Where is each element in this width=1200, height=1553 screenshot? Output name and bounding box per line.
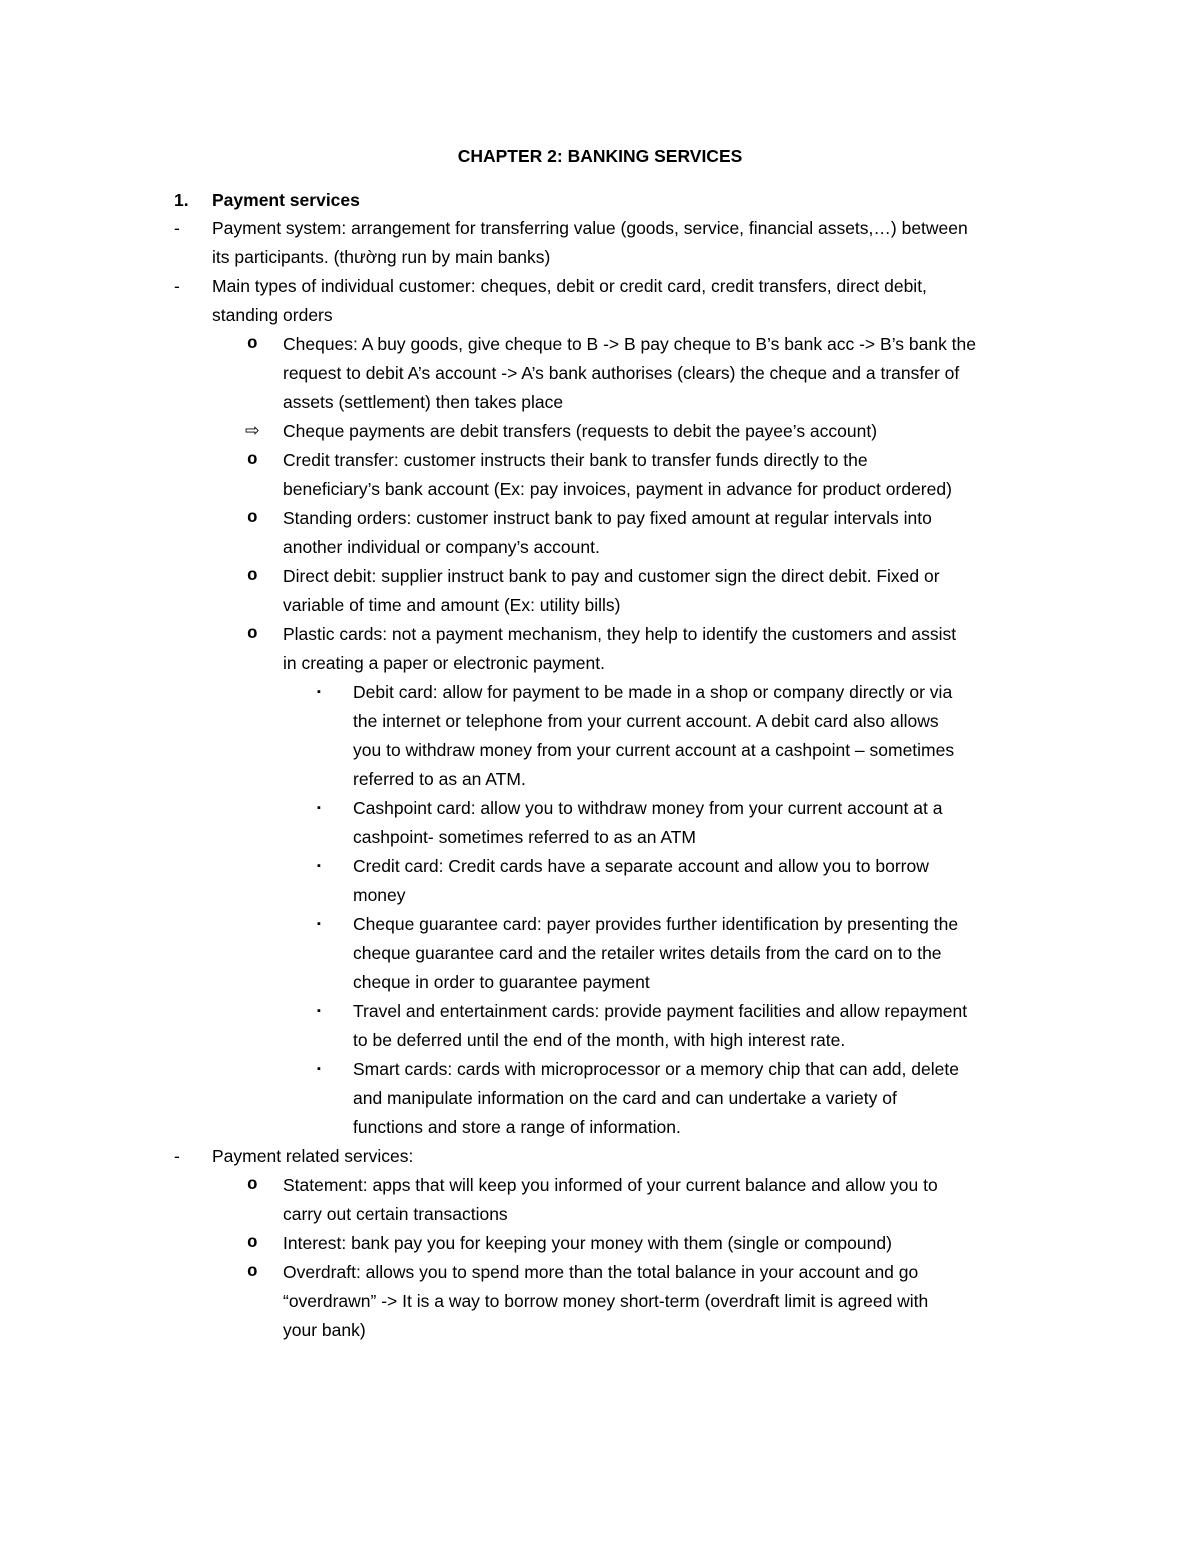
section-title: Payment services xyxy=(212,190,360,210)
bullet-marker: - xyxy=(174,276,180,296)
item-text-line: “overdrawn” -> It is a way to borrow money short-term (overdraft limit is agreed with xyxy=(283,1291,929,1311)
bullet-marker: ▪ xyxy=(317,918,321,930)
item-text-line: Debit card: allow for payment to be made in a shop or company directly or via xyxy=(353,682,953,702)
bullet-marker: - xyxy=(174,218,180,238)
item-text-line: Interest: bank pay you for keeping your money with them (single or compound) xyxy=(283,1233,892,1253)
bullet-marker: o xyxy=(247,508,258,528)
item-text-line: Credit card: Credit cards have a separate account and allow you to borrow xyxy=(353,856,929,876)
item-text-line: cashpoint- sometimes referred to as an ATM xyxy=(353,827,697,847)
bullet-marker: ▪ xyxy=(317,860,321,872)
item-text-line: functions and store a range of information. xyxy=(353,1117,681,1137)
list-item xyxy=(0,417,1200,446)
item-text-line: standing orders xyxy=(212,305,333,325)
content-list xyxy=(0,214,1200,1345)
list-item xyxy=(0,504,1200,562)
item-text-line: request to debit A’s account -> A’s bank authorises (clears) the cheque and a transfer of xyxy=(283,363,960,383)
item-text-line: and manipulate information on the card and can undertake a variety of xyxy=(353,1088,897,1108)
bullet-marker: o xyxy=(247,450,258,470)
item-text-line: cheque guarantee card and the retailer writes details from the card on to the xyxy=(353,943,942,963)
list-item xyxy=(0,852,1200,910)
item-text-line: to be deferred until the end of the month, with high interest rate. xyxy=(353,1030,846,1050)
section-heading xyxy=(174,186,360,215)
item-text-line: Standing orders: customer instruct bank to pay fixed amount at regular intervals into xyxy=(283,508,932,528)
item-text-line: Smart cards: cards with microprocessor or a memory chip that can add, delete xyxy=(353,1059,959,1079)
bullet-marker: ⇨ xyxy=(245,421,260,441)
item-text-line: money xyxy=(353,885,406,905)
bullet-marker: o xyxy=(247,1262,258,1282)
bullet-marker: - xyxy=(174,1146,180,1166)
list-item xyxy=(0,1171,1200,1229)
item-text-line: Main types of individual customer: cheques, debit or credit card, credit transfers, direct debit, xyxy=(212,276,927,296)
list-item xyxy=(0,620,1200,678)
list-item xyxy=(0,1142,1200,1171)
bullet-marker: ▪ xyxy=(317,1063,321,1075)
item-text-line: carry out certain transactions xyxy=(283,1204,508,1224)
item-text-line: Cheques: A buy goods, give cheque to B -> B pay cheque to B’s bank acc -> B’s bank the xyxy=(283,334,977,354)
item-text-line: its participants. (thường run by main banks) xyxy=(212,247,551,267)
item-text-line: Cheque guarantee card: payer provides further identification by presenting the xyxy=(353,914,959,934)
item-text-line: Direct debit: supplier instruct bank to pay and customer sign the direct debit. Fixed or xyxy=(283,566,940,586)
page-title: CHAPTER 2: BANKING SERVICES xyxy=(457,146,743,166)
list-item xyxy=(0,214,1200,272)
list-item xyxy=(0,1055,1200,1142)
list-item xyxy=(0,794,1200,852)
item-text-line: Credit transfer: customer instructs their bank to transfer funds directly to the xyxy=(283,450,868,470)
item-text-line: Statement: apps that will keep you informed of your current balance and allow you to xyxy=(283,1175,938,1195)
item-text-line: referred to as an ATM. xyxy=(353,769,526,789)
item-text-line: cheque in order to guarantee payment xyxy=(353,972,650,992)
list-item xyxy=(0,272,1200,330)
item-text-line: Travel and entertainment cards: provide payment facilities and allow repayment xyxy=(353,1001,968,1021)
item-text-line: Plastic cards: not a payment mechanism, they help to identify the customers and assist xyxy=(283,624,957,644)
list-item xyxy=(0,997,1200,1055)
item-text-line: assets (settlement) then takes place xyxy=(283,392,564,412)
bullet-marker: o xyxy=(247,624,258,644)
item-text-line: the internet or telephone from your current account. A debit card also allows xyxy=(353,711,939,731)
item-text-line: variable of time and amount (Ex: utility bills) xyxy=(283,595,621,615)
bullet-marker: ▪ xyxy=(317,1005,321,1017)
item-text-line: you to withdraw money from your current account at a cashpoint – sometimes xyxy=(353,740,955,760)
item-text-line: beneficiary’s bank account (Ex: pay invoices, payment in advance for product ordered) xyxy=(283,479,952,499)
list-item xyxy=(0,1229,1200,1258)
item-text-line: Cashpoint card: allow you to withdraw money from your current account at a xyxy=(353,798,943,818)
bullet-marker: o xyxy=(247,1175,258,1195)
item-text-line: another individual or company’s account. xyxy=(283,537,600,557)
item-text-line: your bank) xyxy=(283,1320,366,1340)
bullet-marker: o xyxy=(247,566,258,586)
list-item xyxy=(0,1258,1200,1345)
list-item xyxy=(0,446,1200,504)
list-item xyxy=(0,678,1200,794)
list-item xyxy=(0,910,1200,997)
bullet-marker: ▪ xyxy=(317,686,321,698)
bullet-marker: ▪ xyxy=(317,802,321,814)
list-item xyxy=(0,330,1200,417)
section-number: 1. xyxy=(174,190,189,210)
item-text-line: Payment system: arrangement for transferring value (goods, service, financial assets,…) between xyxy=(212,218,968,238)
list-item xyxy=(0,562,1200,620)
bullet-marker: o xyxy=(247,1233,258,1253)
item-text-line: Payment related services: xyxy=(212,1146,414,1166)
item-text-line: Overdraft: allows you to spend more than the total balance in your account and go xyxy=(283,1262,919,1282)
bullet-marker: o xyxy=(247,334,258,354)
item-text-line: in creating a paper or electronic payment. xyxy=(283,653,605,673)
item-text-line: Cheque payments are debit transfers (requests to debit the payee’s account) xyxy=(283,421,878,441)
